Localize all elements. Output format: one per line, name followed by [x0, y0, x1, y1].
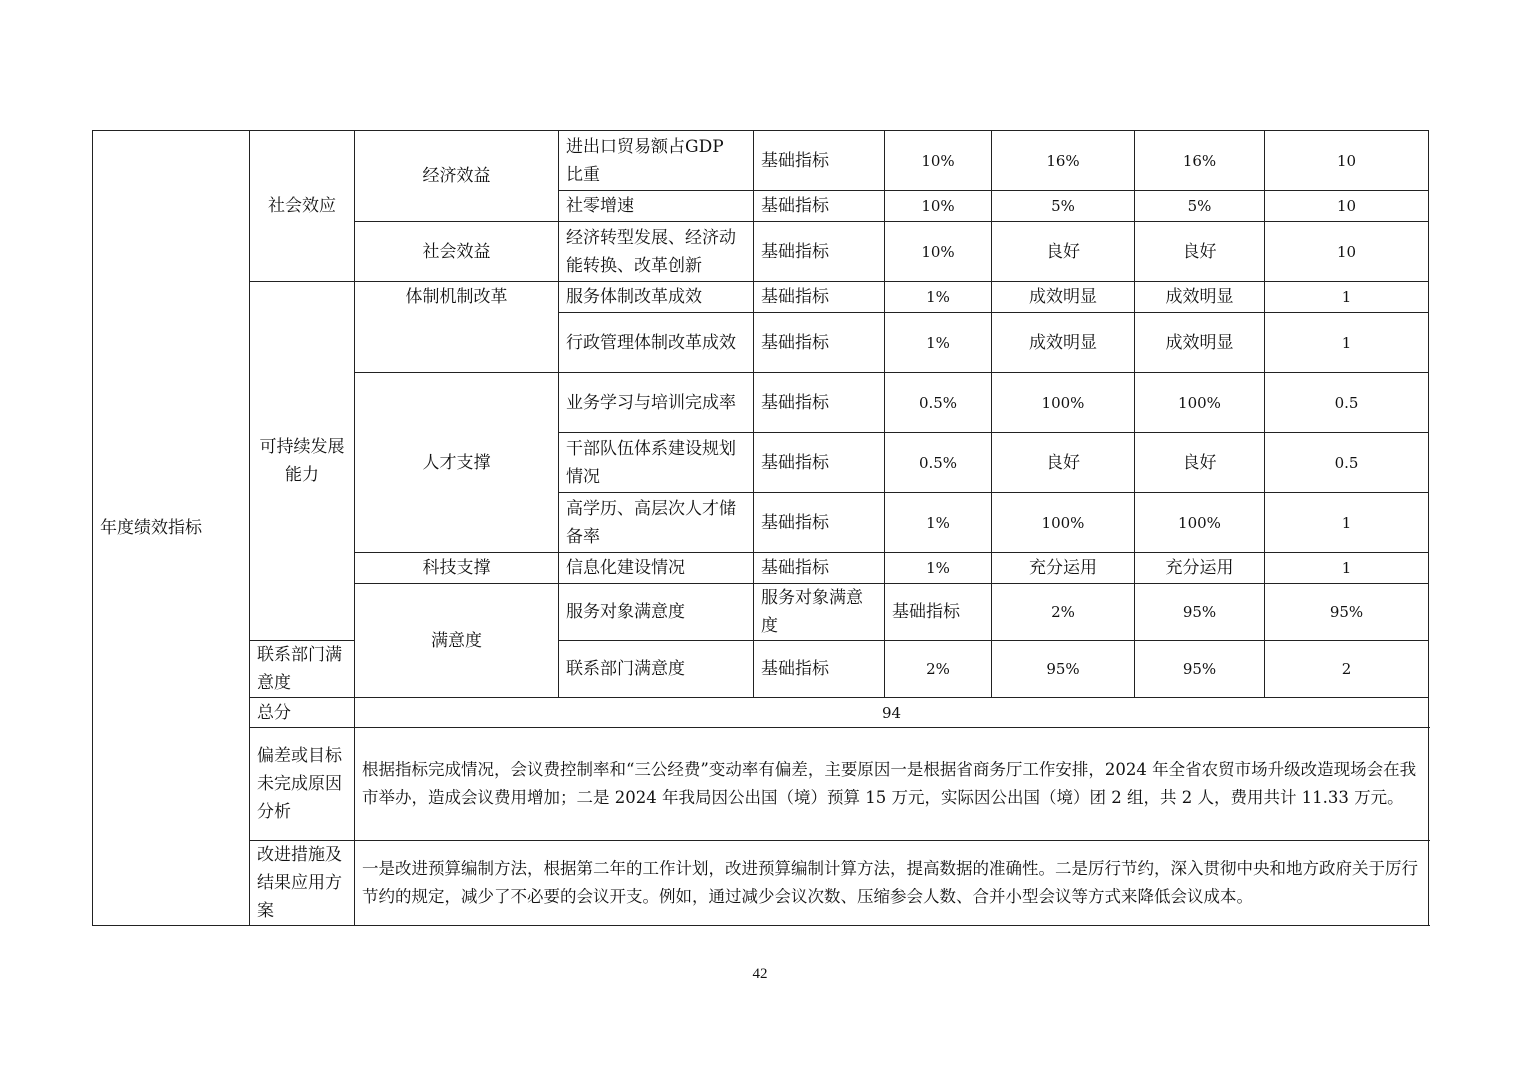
metric-cell: 联系部门满意度	[559, 641, 754, 698]
actual-cell: 充分运用	[1135, 553, 1265, 584]
weight-cell: 1%	[885, 553, 992, 584]
page-number: 42	[752, 966, 768, 982]
weight-cell: 0.5%	[885, 433, 992, 493]
target-cell: 100%	[992, 373, 1135, 433]
target-cell: 16%	[992, 131, 1135, 191]
table-row	[93, 131, 1429, 191]
score-cell: 0.5	[1265, 373, 1429, 433]
metric-cell: 行政管理体制改革成效	[559, 313, 754, 373]
target-cell: 95%	[1135, 584, 1265, 641]
target-cell: 充分运用	[992, 553, 1135, 584]
metric-cell: 业务学习与培训完成率	[559, 373, 754, 433]
type-cell: 基础指标	[754, 433, 885, 493]
score-cell: 10	[1265, 191, 1429, 222]
sustainability-cell: 可持续发展能力	[250, 282, 355, 641]
score-cell: 2	[1265, 641, 1429, 698]
type-cell: 基础指标	[754, 641, 885, 698]
actual-cell: 100%	[1135, 493, 1265, 553]
metric-cell: 进出口贸易额占GDP 比重	[559, 131, 754, 191]
score-cell: 10	[1265, 222, 1429, 282]
level3-cell: 服务对象满意度	[559, 584, 754, 641]
score-cell: 1	[1265, 493, 1429, 553]
type-cell: 基础指标	[885, 584, 992, 641]
metric-cell: 信息化建设情况	[559, 553, 754, 584]
score-cell: 0.5	[1265, 433, 1429, 493]
type-cell: 基础指标	[754, 222, 885, 282]
metric-cell: 社零增速	[559, 191, 754, 222]
total-label-cell: 总分	[250, 698, 355, 728]
type-cell: 基础指标	[754, 493, 885, 553]
improvement-text-cell: 一是改进预算编制方法，根据第二年的工作计划，改进预算编制计算方法，提高数据的准确性。二是厉行节约，深入贯彻中央和地方政府关于厉行节约的规定，减少了不必要的会议开支。例如，通过减少会议次数、压缩参会人数、合并小型会议等方式来降低会议成本。	[355, 841, 1429, 926]
metric-cell: 经济转型发展、经济动能转换、改革创新	[559, 222, 754, 282]
target-cell: 良好	[992, 222, 1135, 282]
actual-cell: 良好	[1135, 222, 1265, 282]
target-cell: 成效明显	[992, 313, 1135, 373]
institutional-reform-cell: 体制机制改革	[355, 282, 559, 373]
table-row	[93, 728, 1429, 841]
deviation-text-cell: 根据指标完成情况，会议费控制率和“三公经费”变动率有偏差，主要原因一是根据省商务厅工作安排，2024 年全省农贸市场升级改造现场会在我市举办，造成会议费用增加；二是 2024 年我局因公出国（境）预算 15 万元，实际因公出国（境）团 2 组，共 2 人，费用共计 11.33 万元。	[355, 728, 1429, 841]
satisfaction-cell: 满意度	[355, 584, 559, 698]
metric-cell: 服务体制改革成效	[559, 282, 754, 313]
weight-cell: 1%	[885, 493, 992, 553]
metric-cell: 服务对象满意度	[754, 584, 885, 641]
actual-cell: 95%	[1265, 584, 1429, 641]
target-cell: 95%	[992, 641, 1135, 698]
weight-cell: 1%	[885, 313, 992, 373]
performance-indicator-table	[92, 130, 1429, 926]
score-cell: 10	[1265, 131, 1429, 191]
weight-cell: 2%	[885, 641, 992, 698]
actual-cell: 5%	[1135, 191, 1265, 222]
table-row	[93, 641, 1429, 698]
type-cell: 基础指标	[754, 131, 885, 191]
metric-cell: 干部队伍体系建设规划情况	[559, 433, 754, 493]
weight-cell: 0.5%	[885, 373, 992, 433]
type-cell: 基础指标	[754, 282, 885, 313]
target-cell: 成效明显	[992, 282, 1135, 313]
weight-cell: 1%	[885, 282, 992, 313]
table-row	[93, 698, 1429, 728]
weight-cell: 10%	[885, 131, 992, 191]
social-effect-cell: 社会效应	[250, 131, 355, 282]
level1-cell: 年度绩效指标	[93, 131, 250, 926]
metric-cell: 高学历、高层次人才储备率	[559, 493, 754, 553]
score-cell: 1	[1265, 313, 1429, 373]
level3-cell: 联系部门满意度	[250, 641, 355, 698]
actual-cell: 100%	[1135, 373, 1265, 433]
type-cell: 基础指标	[754, 313, 885, 373]
economic-benefit-cell: 经济效益	[355, 131, 559, 222]
talent-support-cell: 人才支撑	[355, 373, 559, 553]
weight-cell: 2%	[992, 584, 1135, 641]
type-cell: 基础指标	[754, 373, 885, 433]
actual-cell: 成效明显	[1135, 313, 1265, 373]
type-cell: 基础指标	[754, 191, 885, 222]
actual-cell: 良好	[1135, 433, 1265, 493]
improvement-label-cell: 改进措施及结果应用方案	[250, 841, 355, 926]
target-cell: 100%	[992, 493, 1135, 553]
target-cell: 良好	[992, 433, 1135, 493]
table-row	[93, 841, 1429, 926]
actual-cell: 成效明显	[1135, 282, 1265, 313]
table-row	[93, 282, 1429, 313]
deviation-label-cell: 偏差或目标未完成原因分析	[250, 728, 355, 841]
score-cell: 1	[1265, 282, 1429, 313]
score-cell: 1	[1265, 553, 1429, 584]
actual-cell: 95%	[1135, 641, 1265, 698]
weight-cell: 10%	[885, 191, 992, 222]
total-value-cell: 94	[355, 698, 1429, 728]
type-cell: 基础指标	[754, 553, 885, 584]
weight-cell: 10%	[885, 222, 992, 282]
social-benefit-cell: 社会效益	[355, 222, 559, 282]
target-cell: 5%	[992, 191, 1135, 222]
actual-cell: 16%	[1135, 131, 1265, 191]
tech-support-cell: 科技支撑	[355, 553, 559, 584]
